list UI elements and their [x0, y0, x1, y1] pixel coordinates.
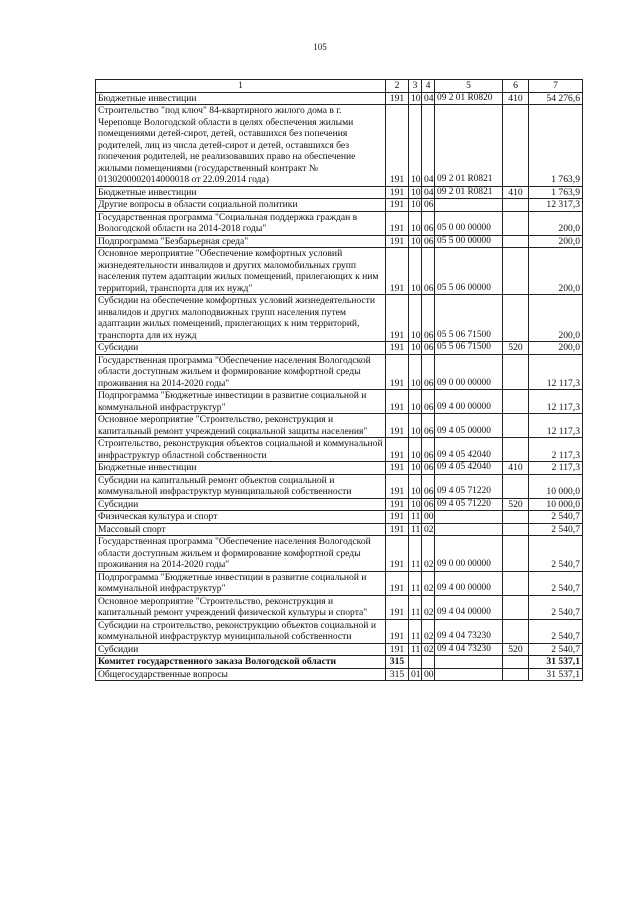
cell-subsection: 04 — [422, 105, 435, 187]
cell-expense-type: 520 — [503, 342, 529, 355]
cell-target-article: 09 0 00 00000 — [435, 536, 503, 572]
cell-amount: 31 537,1 — [529, 668, 583, 681]
cell-section: 10 — [409, 438, 422, 462]
cell-expense-type: 410 — [503, 186, 529, 199]
cell-section: 10 — [409, 414, 422, 438]
cell-section: 10 — [409, 474, 422, 498]
cell-subsection — [422, 656, 435, 669]
cell-name: Строительство, реконструкция объектов социальной и коммунальной инфраструктур областной собственности — [96, 438, 386, 462]
cell-amount: 200,0 — [529, 295, 583, 342]
table-row — [96, 498, 583, 511]
cell-subsection: 06 — [422, 462, 435, 475]
cell-section: 10 — [409, 295, 422, 342]
cell-section: 10 — [409, 248, 422, 295]
cell-name: Государственная программа "Обеспечение населения Вологодской области доступным жильем и формирование комфортной среды проживания на 2014-2020 годы" — [96, 536, 386, 572]
cell-amount: 31 537,1 — [529, 656, 583, 669]
cell-section: 10 — [409, 390, 422, 414]
table-row — [96, 619, 583, 643]
cell-expense-type: 520 — [503, 498, 529, 511]
cell-name: Основное мероприятие "Обеспечение комфортных условий жизнедеятельности инвалидов и других маломобильных групп населения путем адаптации жилых помещений, прилегающих к ним территорий, транспорта для их нужд" — [96, 248, 386, 295]
cell-target-article: 09 4 04 73230 — [435, 619, 503, 643]
cell-subsection: 06 — [422, 199, 435, 212]
header-cell: 2 — [386, 80, 409, 93]
cell-expense-type — [503, 105, 529, 187]
cell-subsection: 04 — [422, 186, 435, 199]
table-row — [96, 199, 583, 212]
cell-name: Подпрограмма "Бюджетные инвестиции в развитие социальной и коммунальной инфраструктур" — [96, 390, 386, 414]
cell-subsection: 02 — [422, 619, 435, 643]
cell-section: 10 — [409, 498, 422, 511]
cell-subsection: 06 — [422, 390, 435, 414]
cell-name: Строительство "под ключ" 84-квартирного жилого дома в г. Череповце Вологодской области в целях обеспечения жилыми помещениями детей-сирот, детей, оставшихся без попечения родителей, лиц из числа детей-сирот и детей, оставшихся без попечения родителей, не реализовавших право на обеспечение жилыми помещениями (государственный контракт № 0130200002014000018 от 22.09.2014 года) — [96, 105, 386, 187]
cell-name: Физическая культура и спорт — [96, 511, 386, 524]
cell-code: 191 — [386, 105, 409, 187]
cell-section: 10 — [409, 462, 422, 475]
cell-expense-type — [503, 235, 529, 248]
cell-amount: 2 540,7 — [529, 643, 583, 656]
cell-amount: 2 540,7 — [529, 619, 583, 643]
cell-name: Субсидии — [96, 342, 386, 355]
cell-section: 11 — [409, 571, 422, 595]
cell-amount: 2 540,7 — [529, 571, 583, 595]
header-cell: 3 — [409, 80, 422, 93]
cell-subsection: 06 — [422, 248, 435, 295]
cell-section: 11 — [409, 523, 422, 536]
cell-expense-type — [503, 571, 529, 595]
cell-target-article: 09 4 05 71220 — [435, 474, 503, 498]
cell-expense-type — [503, 474, 529, 498]
table-row — [96, 474, 583, 498]
cell-section: 10 — [409, 342, 422, 355]
cell-expense-type — [503, 248, 529, 295]
cell-target-article: 09 4 05 71220 — [435, 498, 503, 511]
cell-name: Субсидии на строительство, реконструкцию объектов социальной и коммунальной инфраструктур муниципальной собственности — [96, 619, 386, 643]
cell-section — [409, 656, 422, 669]
cell-target-article — [435, 668, 503, 681]
cell-section: 11 — [409, 511, 422, 524]
table-row — [96, 511, 583, 524]
cell-code: 191 — [386, 354, 409, 390]
cell-target-article: 09 4 04 00000 — [435, 595, 503, 619]
cell-code: 191 — [386, 211, 409, 235]
cell-amount: 12 117,3 — [529, 354, 583, 390]
cell-section: 11 — [409, 536, 422, 572]
cell-target-article: 05 5 06 00000 — [435, 248, 503, 295]
table-row — [96, 342, 583, 355]
cell-target-article: 09 4 04 73230 — [435, 643, 503, 656]
cell-target-article: 09 4 05 42040 — [435, 438, 503, 462]
cell-subsection: 06 — [422, 498, 435, 511]
table-row — [96, 462, 583, 475]
cell-code: 191 — [386, 186, 409, 199]
cell-expense-type: 410 — [503, 462, 529, 475]
cell-code: 191 — [386, 619, 409, 643]
cell-subsection: 06 — [422, 354, 435, 390]
cell-name: Общегосударственные вопросы — [96, 668, 386, 681]
cell-target-article — [435, 199, 503, 212]
cell-name: Субсидии на обеспечение комфортных условий жизнедеятельности инвалидов и других малоподвижных групп населения путем адаптации жилых помещений, прилегающих к ним территорий, транспорта для их нужд — [96, 295, 386, 342]
table-row — [96, 668, 583, 681]
table-row — [96, 414, 583, 438]
cell-code: 191 — [386, 235, 409, 248]
cell-expense-type — [503, 414, 529, 438]
cell-name: Субсидии — [96, 643, 386, 656]
cell-code: 191 — [386, 571, 409, 595]
cell-expense-type — [503, 595, 529, 619]
cell-expense-type — [503, 511, 529, 524]
cell-name: Массовый спорт — [96, 523, 386, 536]
cell-subsection: 06 — [422, 235, 435, 248]
cell-target-article — [435, 511, 503, 524]
cell-section: 11 — [409, 619, 422, 643]
table-row — [96, 523, 583, 536]
cell-amount: 2 540,7 — [529, 536, 583, 572]
cell-code: 191 — [386, 595, 409, 619]
cell-subsection: 00 — [422, 668, 435, 681]
cell-amount: 200,0 — [529, 211, 583, 235]
cell-target-article: 09 2 01 R0820 — [435, 92, 503, 105]
cell-target-article: 09 2 01 R0821 — [435, 186, 503, 199]
cell-section: 10 — [409, 186, 422, 199]
table-row — [96, 211, 583, 235]
cell-code: 191 — [386, 295, 409, 342]
cell-amount: 2 540,7 — [529, 523, 583, 536]
cell-target-article — [435, 656, 503, 669]
table-row — [96, 248, 583, 295]
table-row — [96, 235, 583, 248]
cell-name: Бюджетные инвестиции — [96, 92, 386, 105]
cell-amount: 54 276,6 — [529, 92, 583, 105]
cell-code: 191 — [386, 523, 409, 536]
cell-amount: 2 540,7 — [529, 511, 583, 524]
cell-target-article: 09 4 00 00000 — [435, 390, 503, 414]
cell-section: 11 — [409, 643, 422, 656]
table-row — [96, 438, 583, 462]
table-row — [96, 656, 583, 669]
cell-section: 11 — [409, 595, 422, 619]
cell-subsection: 04 — [422, 92, 435, 105]
cell-code: 191 — [386, 92, 409, 105]
table-row — [96, 390, 583, 414]
cell-expense-type: 410 — [503, 92, 529, 105]
cell-name: Другие вопросы в области социальной политики — [96, 199, 386, 212]
table-header-row — [96, 80, 583, 93]
header-cell: 1 — [96, 80, 386, 93]
cell-code: 191 — [386, 248, 409, 295]
cell-code: 191 — [386, 342, 409, 355]
cell-subsection: 06 — [422, 211, 435, 235]
cell-target-article: 05 5 00 00000 — [435, 235, 503, 248]
cell-section: 10 — [409, 105, 422, 187]
cell-amount: 2 540,7 — [529, 595, 583, 619]
cell-amount: 12 117,3 — [529, 390, 583, 414]
cell-subsection: 02 — [422, 571, 435, 595]
cell-name: Бюджетные инвестиции — [96, 186, 386, 199]
cell-expense-type — [503, 211, 529, 235]
cell-code: 191 — [386, 390, 409, 414]
cell-name: Субсидии на капитальный ремонт объектов социальной и коммунальной инфраструктур муниципальной собственности — [96, 474, 386, 498]
cell-amount: 12 317,3 — [529, 199, 583, 212]
cell-expense-type — [503, 523, 529, 536]
cell-section: 10 — [409, 199, 422, 212]
cell-target-article: 09 2 01 R0821 — [435, 105, 503, 187]
cell-expense-type — [503, 668, 529, 681]
cell-subsection: 06 — [422, 295, 435, 342]
table-row — [96, 295, 583, 342]
cell-subsection: 06 — [422, 342, 435, 355]
cell-subsection: 06 — [422, 474, 435, 498]
cell-subsection: 02 — [422, 536, 435, 572]
cell-name: Субсидии — [96, 498, 386, 511]
cell-amount: 1 763,9 — [529, 105, 583, 187]
cell-subsection: 02 — [422, 643, 435, 656]
header-cell: 4 — [422, 80, 435, 93]
cell-amount: 10 000,0 — [529, 498, 583, 511]
cell-name: Подпрограмма "Бюджетные инвестиции в развитие социальной и коммунальной инфраструктур" — [96, 571, 386, 595]
cell-expense-type — [503, 438, 529, 462]
cell-name: Бюджетные инвестиции — [96, 462, 386, 475]
cell-target-article: 09 4 05 00000 — [435, 414, 503, 438]
table-row — [96, 571, 583, 595]
cell-amount: 1 763,9 — [529, 186, 583, 199]
cell-expense-type — [503, 390, 529, 414]
table-row — [96, 354, 583, 390]
cell-code: 191 — [386, 414, 409, 438]
cell-subsection: 00 — [422, 511, 435, 524]
cell-code: 191 — [386, 498, 409, 511]
table-row — [96, 105, 583, 187]
cell-expense-type — [503, 295, 529, 342]
budget-table — [95, 79, 583, 681]
cell-subsection: 02 — [422, 595, 435, 619]
cell-name: Государственная программа "Обеспечение населения Вологодской области доступным жильем и формирование комфортной среды проживания на 2014-2020 годы" — [96, 354, 386, 390]
table-row — [96, 536, 583, 572]
cell-name: Государственная программа "Социальная поддержка граждан в Вологодской области на 2014-2018 годы" — [96, 211, 386, 235]
cell-target-article: 09 4 05 42040 — [435, 462, 503, 475]
cell-amount: 12 117,3 — [529, 414, 583, 438]
cell-expense-type: 520 — [503, 643, 529, 656]
cell-expense-type — [503, 199, 529, 212]
cell-target-article: 05 0 00 00000 — [435, 211, 503, 235]
page-number: 105 — [313, 42, 327, 52]
cell-code: 191 — [386, 474, 409, 498]
cell-amount: 200,0 — [529, 235, 583, 248]
cell-name: Комитет государственного заказа Вологодской области — [96, 656, 386, 669]
cell-target-article — [435, 523, 503, 536]
cell-expense-type — [503, 619, 529, 643]
cell-amount: 10 000,0 — [529, 474, 583, 498]
cell-section: 01 — [409, 668, 422, 681]
table-body — [96, 80, 583, 681]
cell-target-article: 05 5 06 71500 — [435, 342, 503, 355]
table-row — [96, 92, 583, 105]
cell-subsection: 06 — [422, 414, 435, 438]
cell-code: 191 — [386, 536, 409, 572]
cell-code: 191 — [386, 511, 409, 524]
table-row — [96, 643, 583, 656]
cell-amount: 2 117,3 — [529, 438, 583, 462]
cell-name: Основное мероприятие "Строительство, реконструкция и капитальный ремонт учреждений социальной защиты населения" — [96, 414, 386, 438]
cell-amount: 200,0 — [529, 248, 583, 295]
header-cell: 5 — [435, 80, 503, 93]
cell-expense-type — [503, 354, 529, 390]
cell-amount: 200,0 — [529, 342, 583, 355]
cell-section: 10 — [409, 235, 422, 248]
cell-name: Основное мероприятие "Строительство, реконструкция и капитальный ремонт учреждений физической культуры и спорта" — [96, 595, 386, 619]
cell-expense-type — [503, 656, 529, 669]
cell-code: 191 — [386, 199, 409, 212]
cell-code: 191 — [386, 462, 409, 475]
header-cell: 6 — [503, 80, 529, 93]
cell-expense-type — [503, 536, 529, 572]
cell-code: 315 — [386, 656, 409, 669]
header-cell: 7 — [529, 80, 583, 93]
cell-code: 191 — [386, 643, 409, 656]
cell-target-article: 05 5 06 71500 — [435, 295, 503, 342]
cell-target-article: 09 0 00 00000 — [435, 354, 503, 390]
cell-section: 10 — [409, 354, 422, 390]
cell-section: 10 — [409, 92, 422, 105]
table-row — [96, 595, 583, 619]
cell-code: 315 — [386, 668, 409, 681]
cell-section: 10 — [409, 211, 422, 235]
cell-subsection: 06 — [422, 438, 435, 462]
cell-subsection: 02 — [422, 523, 435, 536]
cell-target-article: 09 4 00 00000 — [435, 571, 503, 595]
table-row — [96, 186, 583, 199]
cell-code: 191 — [386, 438, 409, 462]
cell-name: Подпрограмма "Безбарьерная среда" — [96, 235, 386, 248]
cell-amount: 2 117,3 — [529, 462, 583, 475]
